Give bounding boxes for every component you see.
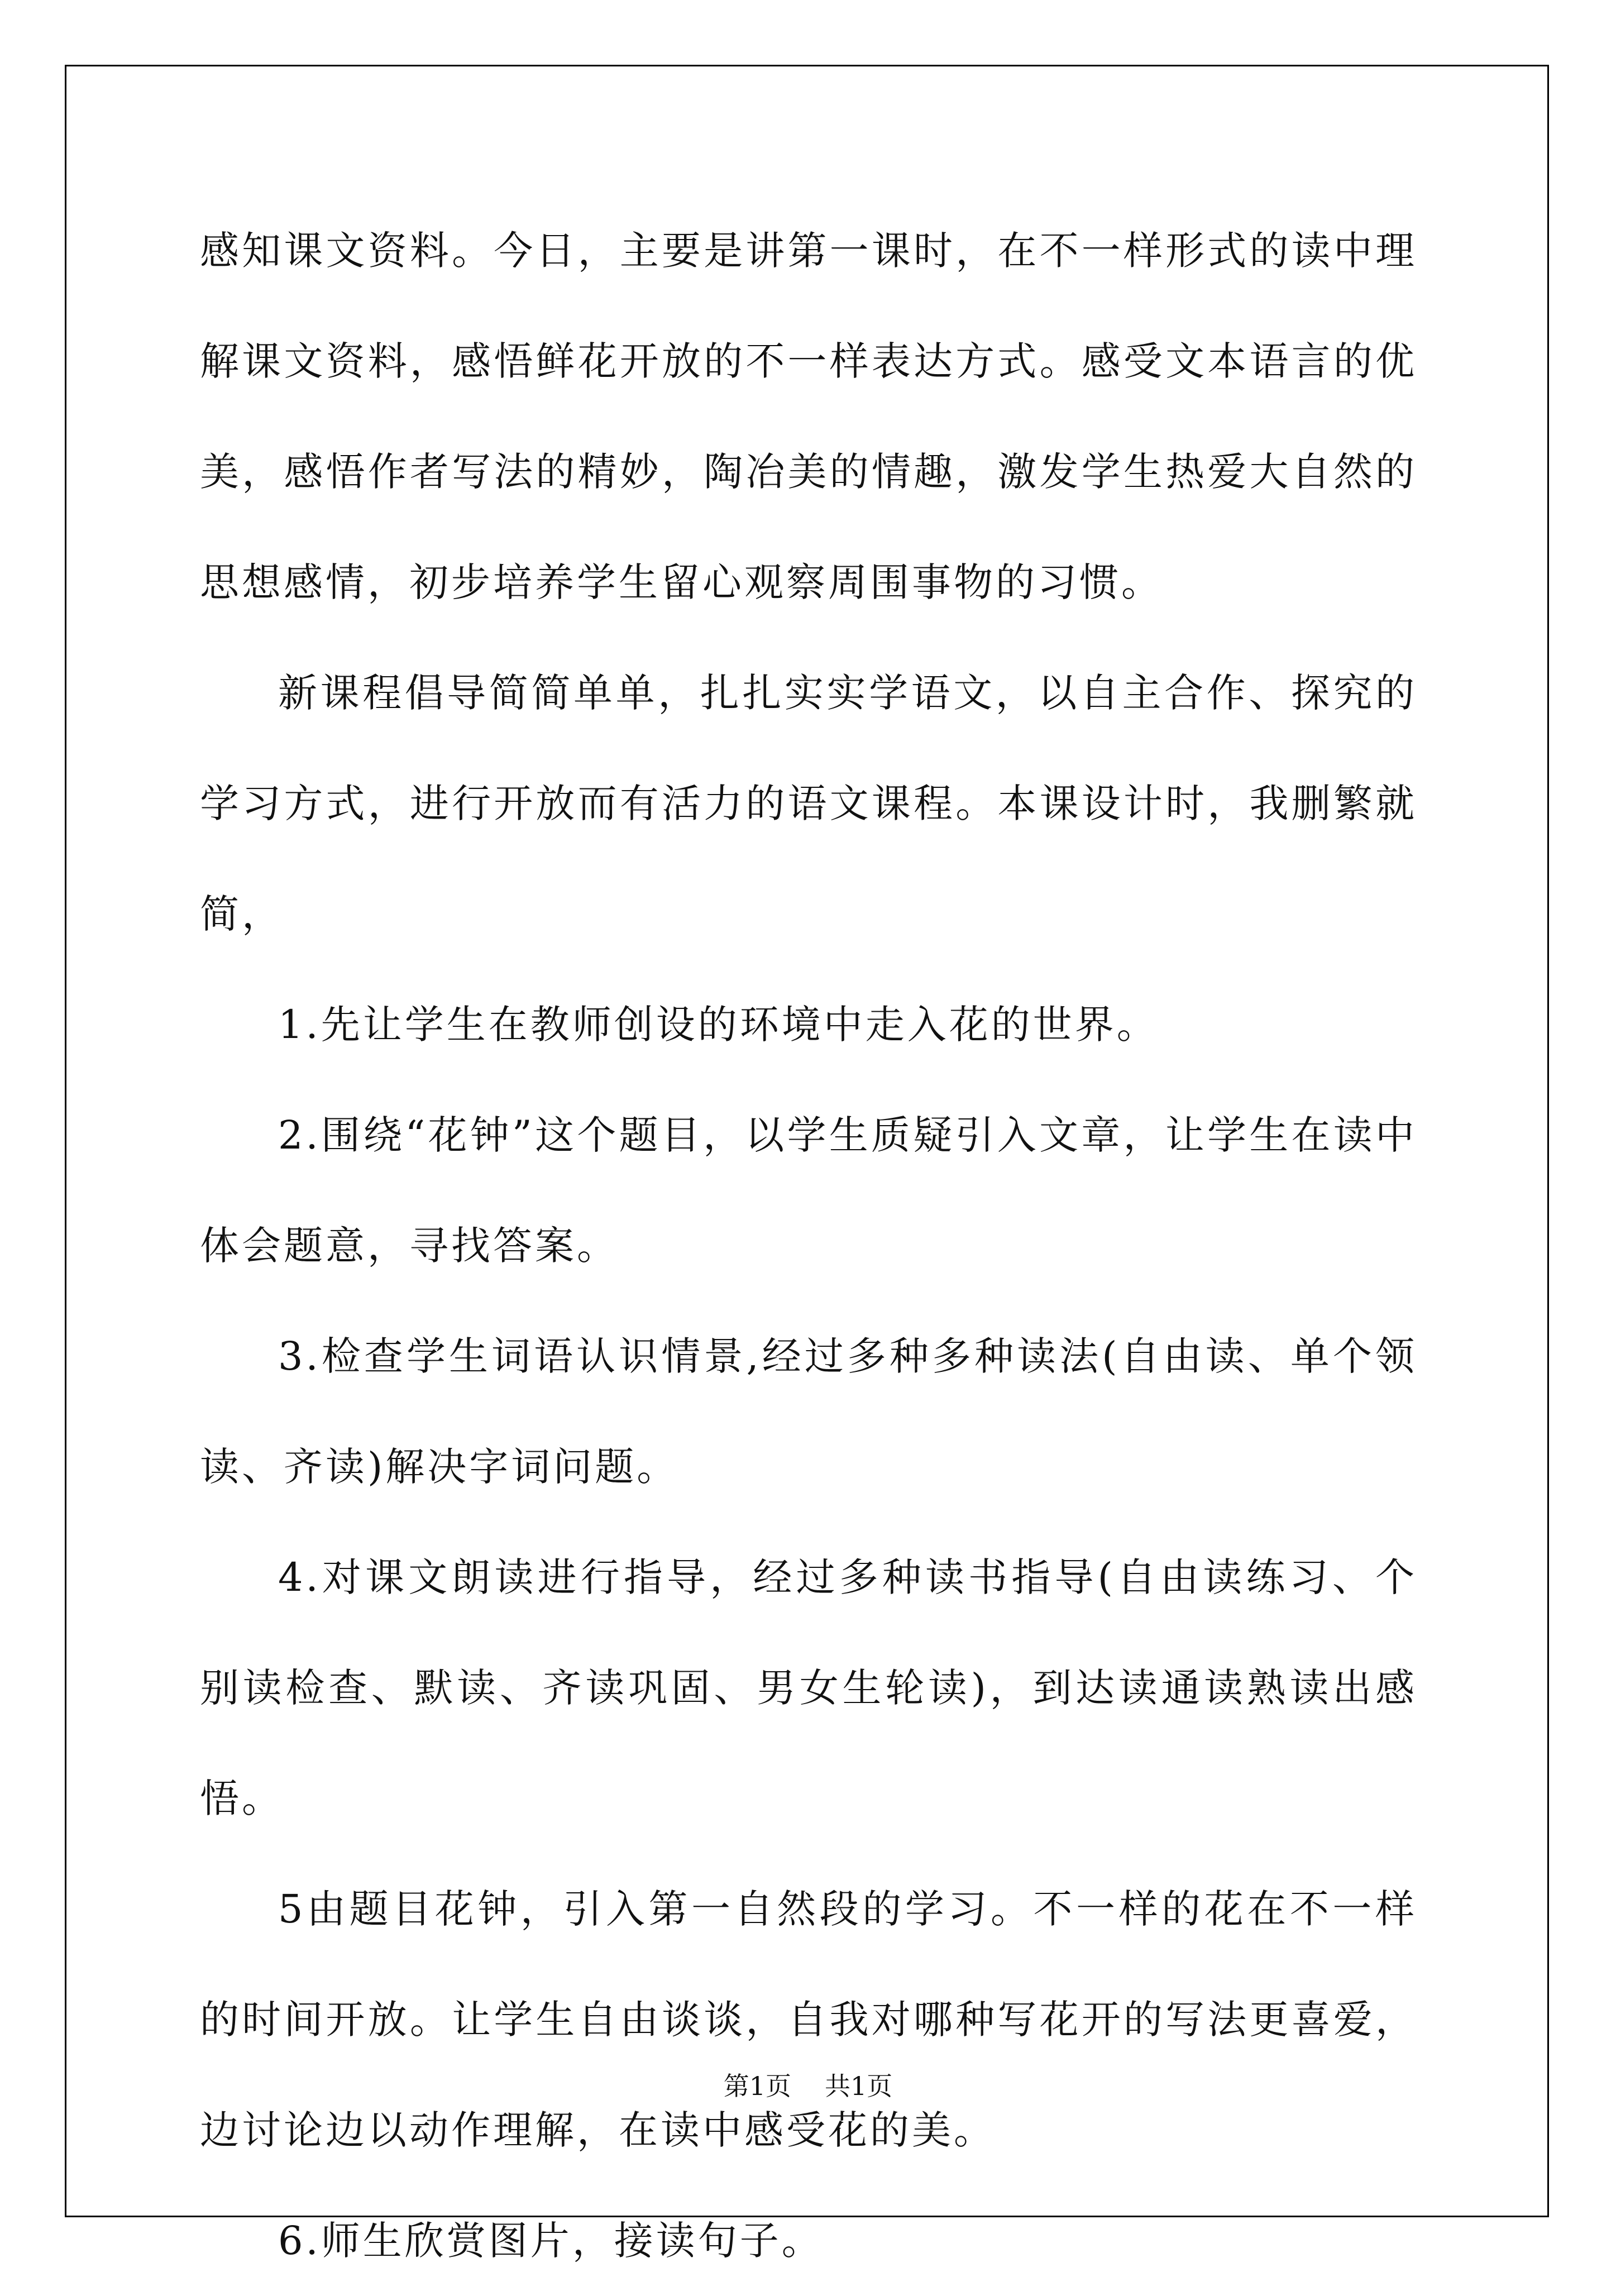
document-body	[200, 195, 1417, 2296]
paragraph-8: 6.师生欣赏图片，接读句子。	[278, 2218, 824, 2264]
paragraph-4: 2.围绕“花钟”这个题目，以学生质疑引入文章，让学生在读中体会题意，寻找答案。	[200, 1112, 1417, 1269]
paragraph-1: 感知课文资料。今日，主要是讲第一课时，在不一样形式的读中理解课文资料，感悟鲜花开放的不一样表达方式。感受文本语言的优美，感悟作者写法的精妙，陶冶美的情趣，激发学生热爱大自然的思想感情，初步培养学生留心观察周围事物的习惯。	[200, 228, 1417, 605]
page-footer	[0, 2069, 1616, 2103]
paragraph-6: 4.对课文朗读进行指导，经过多种读书指导(自由读练习、个别读检查、默读、齐读巩固、男女生轮读)，到达读通读熟读出感悟。	[200, 1554, 1417, 1821]
total-pages: 共1页	[825, 2071, 893, 2101]
paragraph-7: 5由题目花钟，引入第一自然段的学习。不一样的花在不一样的时间开放。让学生自由谈谈，自我对哪种写花开的写法更喜爱，边讨论边以动作理解，在读中感受花的美。	[200, 1886, 1417, 2153]
paragraph-3: 1.先让学生在教师创设的环境中走入花的世界。	[278, 1002, 1159, 1047]
current-page-number: 第1页	[723, 2071, 791, 2101]
paragraph-2: 新课程倡导简简单单，扎扎实实学语文，以自主合作、探究的学习方式，进行开放而有活力的语文课程。本课设计时，我删繁就简，	[200, 670, 1417, 937]
paragraph-5: 3.检查学生词语认识情景,经过多种多种读法(自由读、单个领读、齐读)解决字词问题。	[200, 1333, 1417, 1490]
